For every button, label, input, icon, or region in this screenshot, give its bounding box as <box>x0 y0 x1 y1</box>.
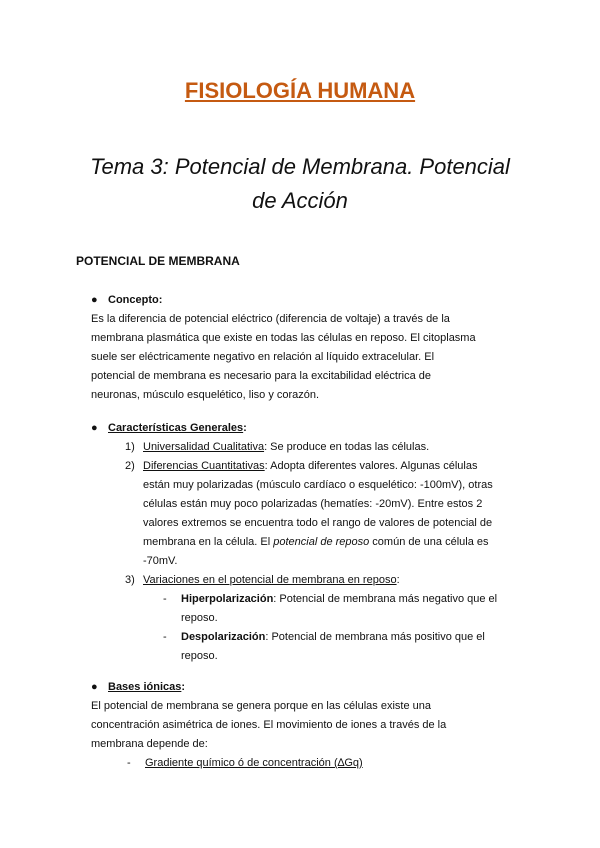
paragraph-line: concentración asimétrica de iones. El movimiento de iones a través de la <box>91 719 447 731</box>
item-label-suffix: : <box>181 681 186 693</box>
paragraph-line: membrana plasmática que existe en todas las células en reposo. El citoplasma <box>91 332 476 344</box>
item-text: : <box>396 574 400 586</box>
dash-bullet: - <box>163 631 167 643</box>
numbered-item <box>91 438 531 457</box>
bullet-icon: ● <box>91 422 98 434</box>
bases-block <box>91 678 531 773</box>
item-text: valores extremos se encuentra todo el rango de valores de potencial de <box>143 517 493 529</box>
numbered-item <box>91 571 531 590</box>
caracteristicas-block <box>91 419 531 666</box>
sub-item-text: reposo. <box>181 612 218 624</box>
item-emphasis: potencial de reposo <box>273 536 370 548</box>
sub-item-text: : Potencial de membrana más positivo que el <box>265 631 485 643</box>
item-text: : Adopta diferentes valores. Algunas células <box>264 460 478 472</box>
paragraph-line: suele ser eléctricamente negativo en relación al líquido extracelular. El <box>91 351 435 363</box>
subtitle-line: Tema 3: Potencial de Membrana. Potencial <box>90 154 510 179</box>
item-label-suffix: : <box>243 422 247 434</box>
dash-bullet: - <box>163 593 167 605</box>
subtitle-line: de Acción <box>252 188 348 213</box>
item-text: membrana en la célula. El <box>143 536 274 548</box>
item-label: Bases iónicas <box>108 681 182 693</box>
section-heading: POTENCIAL DE MEMBRANA <box>76 254 240 268</box>
list-item <box>91 291 531 310</box>
document-subtitle <box>60 150 540 218</box>
sub-item-term: Hiperpolarización <box>181 593 274 605</box>
item-text: están muy polarizadas (músculo cardíaco o esquelético: -100mV), otras <box>143 479 493 491</box>
sub-item-text: : Potencial de membrana más negativo que el <box>273 593 498 605</box>
paragraph-line: Es la diferencia de potencial eléctrico (diferencia de voltaje) a través de la <box>91 313 450 325</box>
paragraph-line: El potencial de membrana se genera porque en las células existe una <box>91 700 431 712</box>
sub-list-item <box>91 628 531 666</box>
sub-item-term: Despolarización <box>181 631 266 643</box>
item-text: común de una célula es <box>369 536 489 548</box>
item-term: Variaciones en el potencial de membrana en reposo <box>143 574 397 586</box>
numbered-item <box>91 457 531 571</box>
item-text: células están muy poco polarizadas (hematíes: -20mV). Entre estos 2 <box>143 498 483 510</box>
dash-bullet: - <box>127 757 131 769</box>
bullet-icon: ● <box>91 294 98 306</box>
item-label: Características Generales <box>108 422 244 434</box>
item-term: Universalidad Cualitativa <box>143 441 265 453</box>
item-number: 1) <box>125 441 135 453</box>
document-title: FISIOLOGÍA HUMANA <box>184 78 416 103</box>
item-number: 2) <box>125 460 135 472</box>
sub-item-text: Gradiente químico ó de concentración (∆Gq) <box>145 757 363 769</box>
item-term: Diferencias Cuantitativas <box>143 460 265 472</box>
paragraph-line: membrana depende de: <box>91 738 208 750</box>
sub-list-item <box>91 590 531 628</box>
list-item <box>91 419 531 438</box>
item-text: -70mV. <box>143 555 178 567</box>
concepto-block <box>91 291 531 405</box>
item-number: 3) <box>125 574 135 586</box>
sub-list-item <box>91 754 531 773</box>
item-label: Concepto: <box>108 294 163 306</box>
paragraph-line: potencial de membrana es necesario para la excitabilidad eléctrica de <box>91 370 431 382</box>
paragraph-line: neuronas, músculo esquelético, liso y corazón. <box>91 389 320 401</box>
item-text: : Se produce en todas las células. <box>264 441 430 453</box>
sub-item-text: reposo. <box>181 650 218 662</box>
bullet-icon: ● <box>91 681 98 693</box>
list-item <box>91 678 531 697</box>
